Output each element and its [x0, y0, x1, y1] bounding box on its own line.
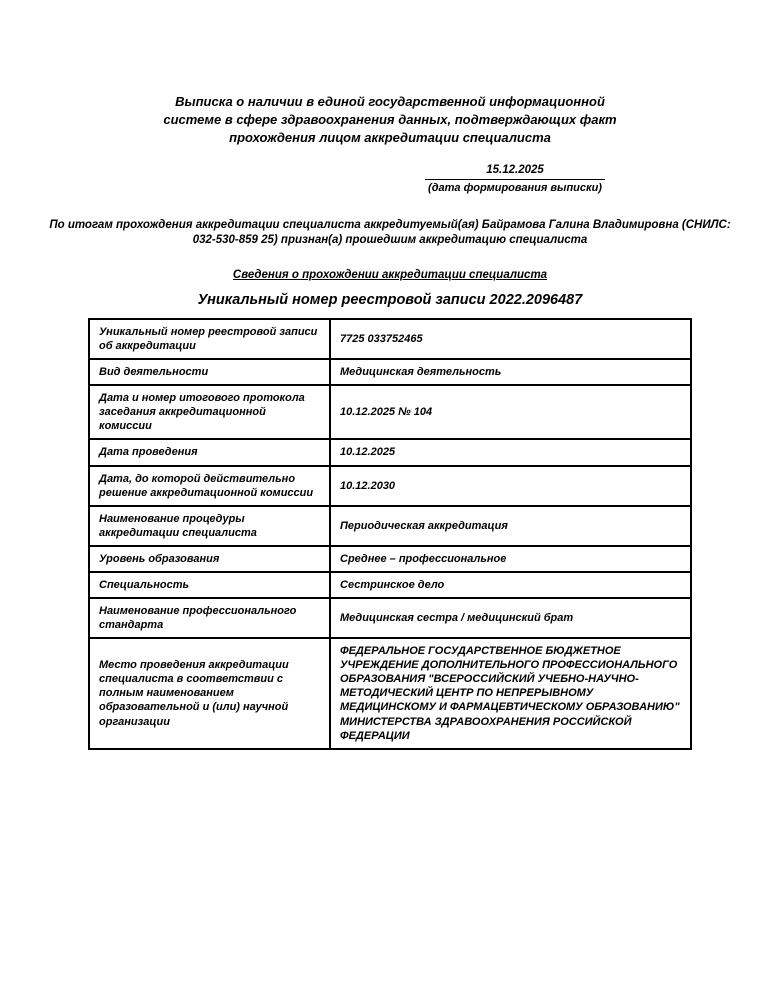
row-value-protocol: 10.12.2025 № 104	[330, 385, 691, 439]
row-label-education-level: Уровень образования	[89, 546, 330, 572]
row-value-specialty: Сестринское дело	[330, 572, 691, 598]
summary-line: По итогам прохождения аккредитации специалиста аккредитуемый(ая) Байрамова Галина Владимировна (СНИЛС:	[49, 219, 731, 231]
row-label-protocol: Дата и номер итогового протокола заседания аккредитационной комиссии	[89, 385, 330, 439]
row-label-conduct-date: Дата проведения	[89, 439, 330, 465]
row-label-professional-standard: Наименование профессионального стандарта	[89, 598, 330, 638]
table-row	[89, 359, 691, 385]
section-heading: Сведения о прохождении аккредитации специалиста	[232, 269, 548, 281]
row-value-accreditation-place: ФЕДЕРАЛЬНОЕ ГОСУДАРСТВЕННОЕ БЮДЖЕТНОЕ УЧРЕЖДЕНИЕ ДОПОЛНИТЕЛЬНОГО ПРОФЕССИОНАЛЬНОГО ОБРАЗОВАНИЯ "ВСЕРОССИЙСКИЙ УЧЕБНО-НАУЧНО-МЕТОДИЧЕСКИЙ ЦЕНТР ПО НЕПРЕРЫВНОМУ МЕДИЦИНСКОМУ И ФАРМАЦЕВТИЧЕСКОМУ ОБРАЗОВАНИЮ" МИНИСТЕРСТВА ЗДРАВООХРАНЕНИЯ РОССИЙСКОЙ ФЕДЕРАЦИИ	[330, 638, 691, 749]
row-label-valid-until: Дата, до которой действительно решение аккредитационной комиссии	[89, 466, 330, 506]
accreditation-table	[88, 318, 692, 750]
row-value-activity-type: Медицинская деятельность	[330, 359, 691, 385]
document-page	[0, 93, 780, 983]
table-row	[89, 546, 691, 572]
document-title-line: Выписка о наличии в единой государственной информационной	[175, 94, 605, 109]
row-value-education-level: Среднее – профессиональное	[330, 546, 691, 572]
formation-date-block	[425, 164, 605, 194]
table-row	[89, 598, 691, 638]
table-row	[89, 466, 691, 506]
summary-line: 032-530-859 25) признан(а) прошедшим аккредитацию специалиста	[192, 234, 588, 246]
table-row	[89, 439, 691, 465]
document-title-line: прохождения лицом аккредитации специалиста	[229, 130, 551, 145]
row-value-procedure-name: Периодическая аккредитация	[330, 506, 691, 546]
formation-date-caption: (дата формирования выписки)	[425, 179, 605, 194]
table-row	[89, 319, 691, 359]
row-value-registry-number: 7725 033752465	[330, 319, 691, 359]
row-value-conduct-date: 10.12.2025	[330, 439, 691, 465]
document-title-line: системе в сфере здравоохранения данных, подтверждающих факт	[163, 112, 617, 127]
table-row	[89, 638, 691, 749]
table-row	[89, 572, 691, 598]
document-title	[0, 93, 780, 147]
row-label-activity-type: Вид деятельности	[89, 359, 330, 385]
row-label-accreditation-place: Место проведения аккредитации специалиста в соответствии с полным наименованием образовательной и (или) научной организации	[89, 638, 330, 749]
row-value-valid-until: 10.12.2030	[330, 466, 691, 506]
registry-number-heading: Уникальный номер реестровой записи 2022.2096487	[197, 292, 583, 308]
row-label-procedure-name: Наименование процедуры аккредитации специалиста	[89, 506, 330, 546]
table-row	[89, 385, 691, 439]
formation-date-value: 15.12.2025	[486, 164, 544, 176]
row-label-registry-number: Уникальный номер реестровой записи об аккредитации	[89, 319, 330, 359]
summary-paragraph	[0, 218, 780, 248]
row-label-specialty: Специальность	[89, 572, 330, 598]
row-value-professional-standard: Медицинская сестра / медицинский брат	[330, 598, 691, 638]
table-row	[89, 506, 691, 546]
